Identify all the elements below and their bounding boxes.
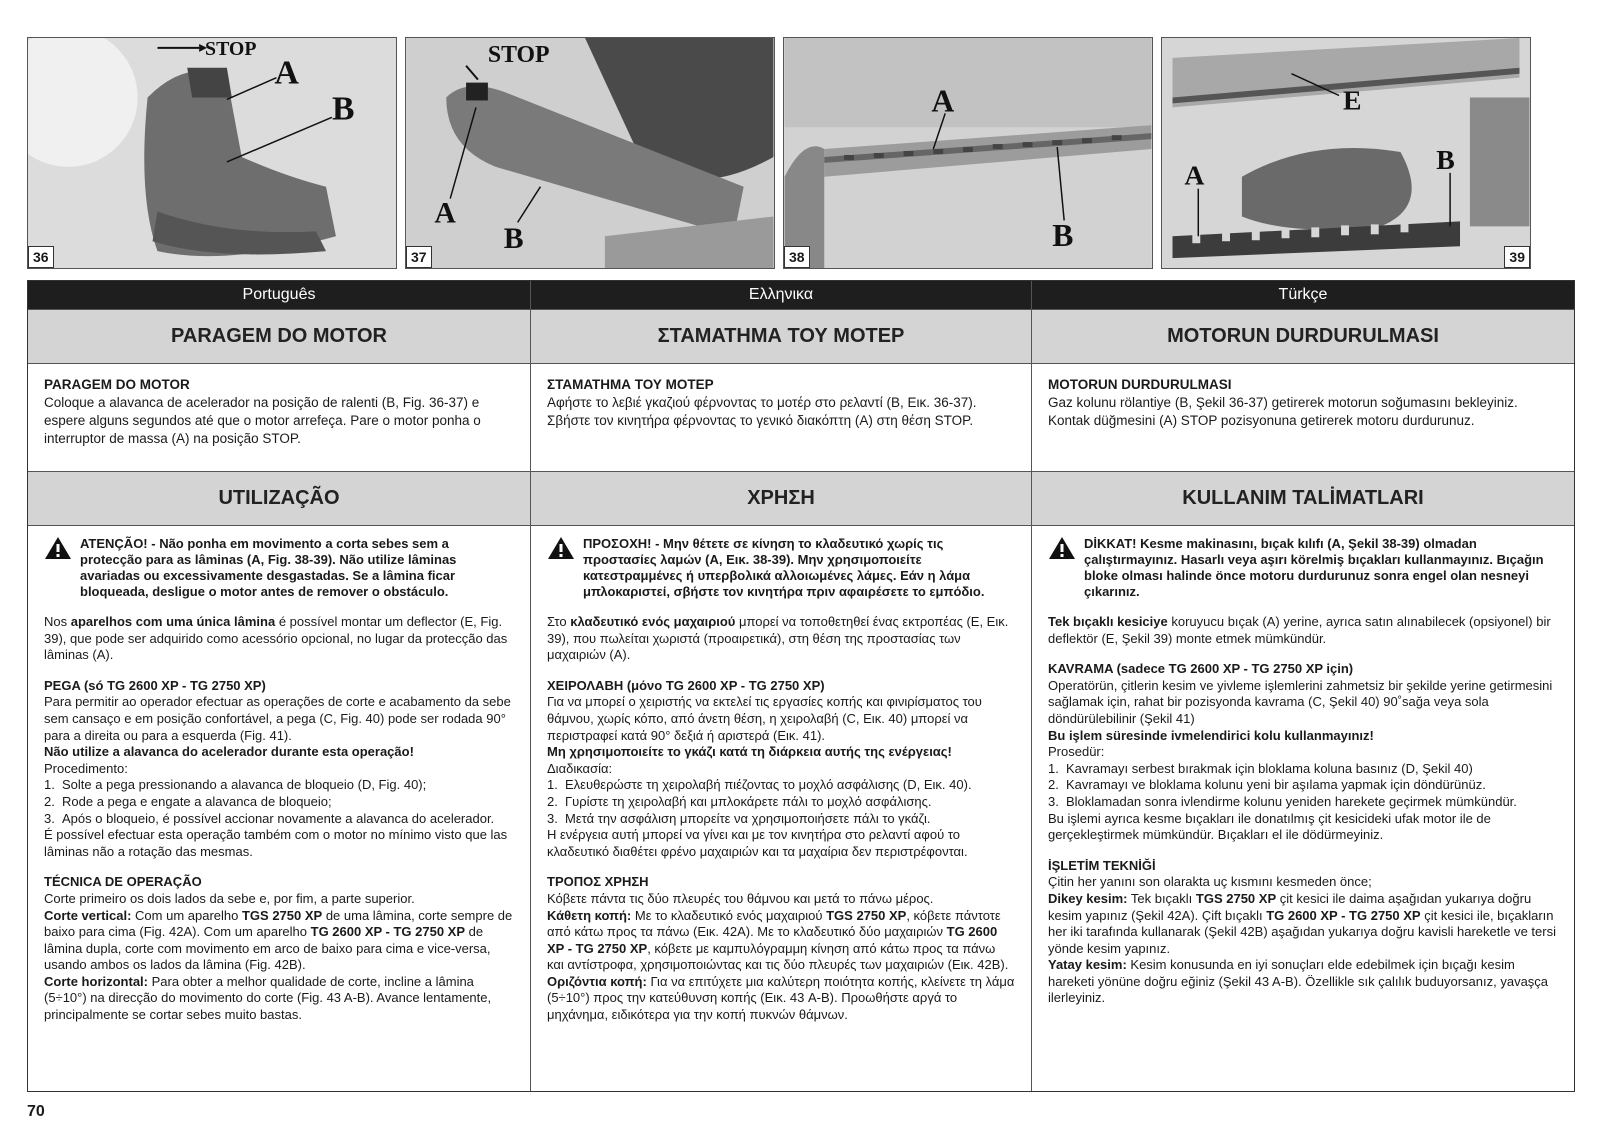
horizontal-cut-paragraph: Corte horizontal: Para obter a melhor qualidade de corte, incline a lâmina (5÷10°) na direcção do movimento do corte (Fig. 43 A-B). Avance lentamente, principalmente se cortar sebes muito bastas. <box>44 973 492 1023</box>
column-turkish <box>1031 281 1574 1091</box>
list-item: 3. Após o bloqueio, é possível accionar novamente a alavanca do acelerador. <box>44 810 495 826</box>
figure-36 <box>27 37 397 269</box>
language-header: Ελληνικα <box>531 281 1031 309</box>
figure-37-label-b: B <box>503 222 524 256</box>
handle-text: Para permitir ao operador efectuar as operações de corte e acabamento da sebe sem cansaço e em posição confortável, a pega (C, Fig. 40) pode ser rodada 90° para a direita ou para a esquerda (Fig. 41). <box>44 694 511 743</box>
figure-37-stop-label: STOP <box>487 41 550 68</box>
section-title-engine-stop: MOTORUN DURDURULMASI <box>1032 309 1574 364</box>
figure-39-number: 39 <box>1504 246 1530 268</box>
technique-heading: ΤΡΟΠΟΣ ΧΡΗΣΗ <box>547 874 649 890</box>
engine-idle-note: Η ενέργεια αυτή μπορεί να γίνει και με τον κινητήρα στο ρελαντί αφού το κλαδευτικό διαθέτει φρένο μαχαιριών και τα μαχαίρια δεν περιστρέφονται. <box>547 827 968 859</box>
instructions-table <box>27 280 1575 1092</box>
list-item: 2. Kavramayı ve bloklama kolunu yeni bir aşılama yapmak için döndürünüz. <box>1048 777 1486 793</box>
vertical-cut-paragraph: Κάθετη κοπή: Με το κλαδευτικό ενός μαχαιριού TGS 2750 XP, κόβετε πάντοτε από κάτω προς τα πάνω (Εικ. 42A). Με το κλαδευτικό δύο μαχαιριών TG 2600 XP - TG 2750 XP, κόβετε με καμπυλόγραμμη κίνηση από κάτω προς τα πάνω και αντίστροφα, χρησιμοποιώντας και τις δύο πλευρές των μαχαιριών (Εικ. 42B). <box>547 907 1009 973</box>
technique-heading: TÉCNICA DE OPERAÇÃO <box>44 874 202 890</box>
engine-idle-note: Bu işlemi ayrıca kesme bıçakları ile donatılmış çit kesicideki ufak motor ile de gerçekleştirmek mümkündür. Bıçakları el ile dödürmeyiniz. <box>1048 810 1491 843</box>
figure-39-label-b: B <box>1436 144 1455 176</box>
warning-triangle-icon <box>44 536 72 560</box>
handle-heading: PEGA (só TG 2600 XP - TG 2750 XP) <box>44 677 266 693</box>
list-item: 1. Ελευθερώστε τη χειρολαβή πιέζοντας το μοχλό ασφάλισης (D, Εικ. 40). <box>547 777 972 793</box>
engine-stop-text: Coloque a alavanca de acelerador na posição de ralenti (B, Fig. 36-37) e espere alguns segundos até que o motor arrefeça. Pare o motor ponha o interruptor de massa (A) na posição STOP. <box>44 395 481 446</box>
horizontal-cut-paragraph: Yatay kesim: Kesim konusunda en iyi sonuçları elde edebilmek için bıçağı kesim hareketi yönüne doğru eğiniz (Şekil 43 A-B). Özellikle sık çalılık buduyorsanız, yavaşça ilerleyiniz. <box>1048 957 1549 1006</box>
section-title-engine-stop: PARAGEM DO MOTOR <box>28 309 530 364</box>
deflector-paragraph: Tek bıçaklı kesiciye koruyucu bıçak (A) yerine, ayrıca satın alınabilecek (opsiyonel) bir deflektör (E, Şekil 39) monte etmek mümkündür. <box>1048 614 1551 646</box>
language-header: Português <box>28 281 530 309</box>
section-title-usage: UTILIZAÇÃO <box>28 471 530 526</box>
figure-38-number: 38 <box>784 246 810 268</box>
warning-triangle-icon <box>1048 536 1076 560</box>
warning-block <box>44 536 514 600</box>
handle-warning: Μη χρησιμοποιείτε το γκάζι κατά τη διάρκεια αυτής της ενέργειας! <box>547 744 952 760</box>
warning-block <box>1048 536 1558 600</box>
figure-36-image <box>28 38 396 268</box>
horizontal-cut-paragraph: Οριζόντια κοπή: Για να επιτύχετε μια καλύτερη ποιότητα κοπής, κλείνετε τη λάμα (5÷10°) προς την κατεύθυνση κοπής (Εικ. 43 A-B). Προωθήστε αργά το μηχάνημα, ειδικότερα για την κοπή πυκνών θάμνων. <box>547 973 1015 1023</box>
figure-39 <box>1161 37 1531 269</box>
figure-37 <box>405 37 775 269</box>
figure-37-label-a: A <box>434 196 456 230</box>
figure-36-stop-label: STOP <box>205 38 257 60</box>
procedure-label: Prosedür: <box>1048 744 1105 760</box>
procedure-label: Διαδικασία: <box>547 760 613 776</box>
handle-text: Operatörün, çitlerin kesim ve yivleme işlemlerini zahmetsiz bir şekilde yerine getirmesini sağlamak için, rahat bir pozisyonda kavrama (C, Şekil 40) 90˚sağa veya sola döndürülebilinir (Şekil 41) <box>1048 677 1553 726</box>
deflector-paragraph: Στο κλαδευτικό ενός μαχαιριού μπορεί να τοποθετηθεί ένας εκτροπέας (E, Εικ. 39), που πωλείται χωριστά (προαιρετικά), στη θέση της προστασίας των μαχαιριών (A). <box>547 614 1009 663</box>
figure-36-label-b: B <box>331 90 355 128</box>
section-title-usage: ΧΡΗΣΗ <box>531 471 1031 526</box>
figure-38-label-b: B <box>1052 218 1074 254</box>
engine-stop-body <box>531 364 1031 471</box>
figure-row <box>27 37 1575 269</box>
engine-stop-text: Gaz kolunu rölantiye (B, Şekil 36-37) getirerek motorun soğumasını bekleyiniz. Kontak düğmesini (A) STOP pozisyonuna getirerek motoru durdurunuz. <box>1048 395 1518 428</box>
technique-intro: Κόβετε πάντα τις δύο πλευρές του θάμνου και μετά το πάνω μέρος. <box>547 890 934 906</box>
engine-stop-body <box>1032 364 1574 471</box>
figure-36-number: 36 <box>28 246 54 268</box>
engine-stop-subheading: PARAGEM DO MOTOR <box>44 377 190 392</box>
list-item: 1. Kavramayı serbest bırakmak için bloklama koluna basınız (D, Şekil 40) <box>1048 760 1473 776</box>
usage-body <box>1032 526 1574 1007</box>
engine-stop-subheading: MOTORUN DURDURULMASI <box>1048 377 1232 392</box>
technique-heading: İŞLETİM TEKNİĞİ <box>1048 857 1156 873</box>
figure-38-label-a: A <box>931 83 955 119</box>
figure-39-label-a: A <box>1184 160 1205 192</box>
engine-stop-text: Αφήστε το λεβιέ γκαζιού φέρνοντας το μοτέρ στο ρελαντί (B, Εικ. 36-37). Σβήστε τον κινητήρα φέρνοντας το γενικό διακόπτη (A) στη θέση STOP. <box>547 395 977 428</box>
figure-38 <box>783 37 1153 269</box>
warning-text: DİKKAT! Kesme makinasını, bıçak kılıfı (A, Şekil 38-39) olmadan çalıştırmayınız. Hasarlı veya aşırı körelmiş bıçakları kullanmayınız. Bıçağın bloke olması halinde önce motoru durdurunuz sonra engel olan nesneyi çıkarınız. <box>1084 536 1544 599</box>
technique-intro: Çitin her yanını son olarakta uç kısmını kesmeden önce; <box>1048 874 1372 890</box>
usage-body <box>28 526 530 1024</box>
section-title-engine-stop: ΣΤΑΜΑΤΗΜΑ ΤΟΥ ΜΟΤΕΡ <box>531 309 1031 364</box>
handle-warning: Bu işlem süresinde ivmelendirici kolu kullanmayınız! <box>1048 727 1374 743</box>
warning-triangle-icon <box>547 536 575 560</box>
list-item: 3. Bloklamadan sonra ivlendirme kolunu yeniden harekete geçirmek mümkündür. <box>1048 793 1517 809</box>
warning-block <box>547 536 1015 600</box>
engine-stop-subheading: ΣΤΑΜΑΤΗΜΑ ΤΟΥ ΜΟΤΕΡ <box>547 377 714 392</box>
figure-39-label-e: E <box>1343 85 1362 117</box>
handle-text: Για να μπορεί ο χειριστής να εκτελεί τις εργασίες κοπής και φινιρίσματος του θάμνου, χωρίς κόπο, από άνετη θέση, η χειρολαβή (C, Εικ. 40) μπορεί να περιστραφεί κατά 90° δεξιά ή αριστερά (Εικ. 41). <box>547 694 982 743</box>
vertical-cut-paragraph: Corte vertical: Com um aparelho TGS 2750 XP de uma lâmina, corte sempre de baixo para cima (Fig. 42A). Com um aparelho TG 2600 XP - TG 2750 XP de lâmina dupla, corte com movimento em arco de baixo para cima e vice-versa, usando ambos os lados da lâmina (Fig. 42B). <box>44 907 513 973</box>
warning-text: ΠΡΟΣΟΧΗ! - Μην θέτετε σε κίνηση το κλαδευτικό χωρίς τις προστασίες λαμών (A, Εικ. 38-39). Μην χρησιμοποιείτε κατεστραμμένες ή υπερβολικά αλλοιωμένες λάμες. Εάν η λάμα μπλοκαριστεί, σβήστε τον κινητήρα πριν αφαιρέσετε το εμπόδιο. <box>583 536 985 599</box>
figure-38-image <box>784 38 1152 268</box>
list-item: 2. Rode a pega e engate a alavanca de bloqueio; <box>44 793 332 809</box>
handle-heading: KAVRAMA (sadece TG 2600 XP - TG 2750 XP için) <box>1048 661 1354 677</box>
handle-warning: Não utilize a alavanca do acelerador durante esta operação! <box>44 744 414 760</box>
page-number: 70 <box>27 1103 45 1120</box>
list-item: 1. Solte a pega pressionando a alavanca de bloqueio (D, Fig. 40); <box>44 777 427 793</box>
vertical-cut-paragraph: Dikey kesim: Tek bıçaklı TGS 2750 XP çit kesici ile daima aşağıdan yukarıya doğru kesim yapınız (Şekil 42A). Çift bıçaklı TG 2600 XP - TG 2750 XP çit kesici ile, bıçakların her iki tarafında kullanarak (Şekil 42B) aşağıdan yukarıya doğru kavisli hareketle ve tersi yönde kesim yapınız. <box>1048 890 1556 956</box>
figure-36-label-a: A <box>274 54 299 92</box>
figure-37-number: 37 <box>406 246 432 268</box>
technique-intro: Corte primeiro os dois lados da sebe e, por fim, a parte superior. <box>44 890 415 906</box>
engine-idle-note: É possível efectuar esta operação também com o motor no mínimo visto que las lâminas não a rotação das mesmas. <box>44 827 508 859</box>
language-header: Türkçe <box>1032 281 1574 309</box>
deflector-paragraph: Nos aparelhos com uma única lâmina é possível montar um deflector (E, Fig. 39), que pode ser adquirido como acessório opcional, no lugar da protecção das lâminas (A). <box>44 614 508 663</box>
column-portuguese <box>28 281 530 1091</box>
column-greek <box>530 281 1031 1091</box>
procedure-label: Procedimento: <box>44 760 128 776</box>
section-title-usage: KULLANIM TALİMATLARI <box>1032 471 1574 526</box>
handle-heading: ΧΕΙΡΟΛΑΒΗ (μόνο TG 2600 XP - TG 2750 XP) <box>547 677 825 693</box>
figure-39-image <box>1162 38 1530 268</box>
usage-body <box>531 526 1031 1024</box>
list-item: 3. Μετά την ασφάλιση μπορείτε να χρησιμοποιήσετε πάλι το γκάζι. <box>547 810 931 826</box>
warning-text: ATENÇÃO! - Não ponha em movimento a corta sebes sem a protecção para as lâminas (A, Fig. 38-39). Não utilize lâminas avariadas ou excessivamente desgastadas. Se a lâmina ficar bloqueada, desligue o motor antes de remover o obstáculo. <box>80 536 457 599</box>
engine-stop-body <box>28 364 530 471</box>
figure-37-image <box>406 38 774 268</box>
list-item: 2. Γυρίστε τη χειρολαβή και μπλοκάρετε πάλι το μοχλό ασφάλισης. <box>547 793 932 809</box>
